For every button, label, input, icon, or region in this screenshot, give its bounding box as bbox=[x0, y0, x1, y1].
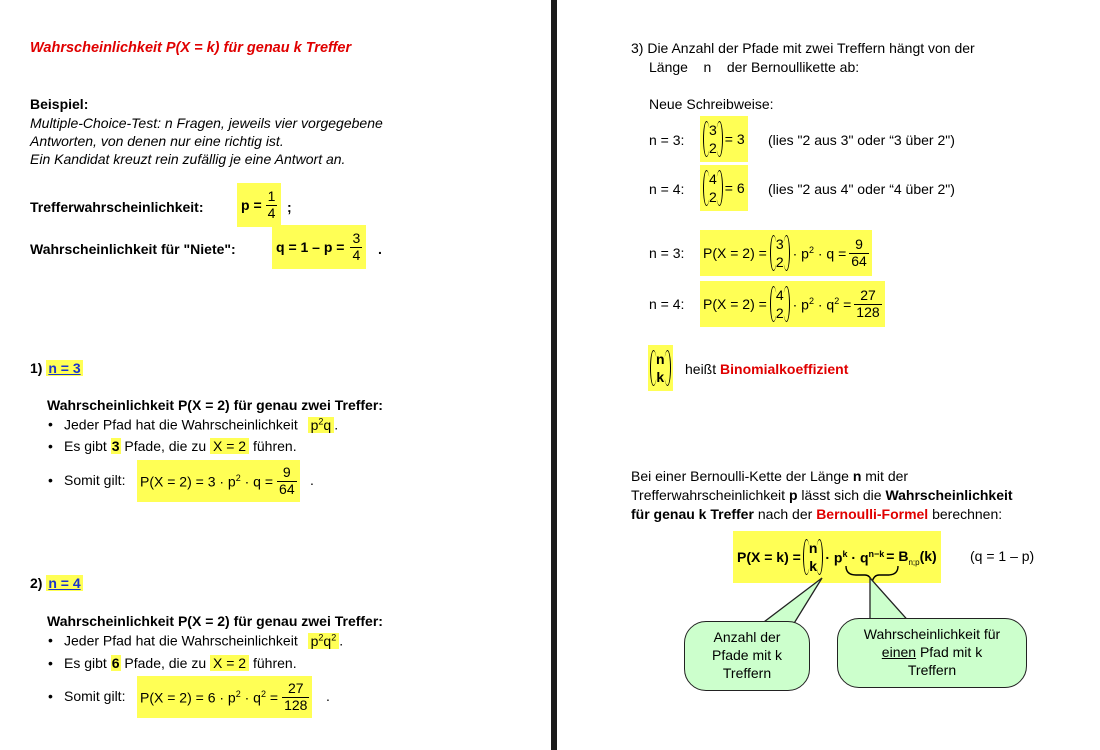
section-1-result: • Somit gilt: bbox=[48, 472, 126, 488]
page-title: Wahrscheinlichkeit P(X = k) für genau k Treffer bbox=[30, 40, 352, 56]
section-2-bullets bbox=[46, 632, 343, 677]
section-2-heading: 2) n = 4 bbox=[30, 575, 81, 591]
example-line-2: Antworten, von denen nur eine richtig ist. bbox=[30, 133, 284, 149]
formula-n3: P(X = 2) = 3 2 · $p^2 \cdot q$ = $\frac{9}{64}$ bbox=[700, 230, 872, 276]
bernoulli-formula: P(X = k) = n k · $p^k \cdot q^{n-k}$ = $B_{n;p}(k)$ bbox=[733, 531, 941, 583]
list-item: • Jeder Pfad hat die Wahrscheinlichkeit $p^2q^2$ . bbox=[46, 632, 343, 655]
section-2-subheading: Wahrscheinlichkeit P(X = 2) für genau zwei Treffer: bbox=[47, 613, 383, 629]
section-1-subheading: Wahrscheinlichkeit P(X = 2) für genau zwei Treffer: bbox=[47, 397, 383, 413]
formula-n3-label: n = 3: bbox=[649, 245, 685, 261]
q-note: (q = 1 – p) bbox=[970, 548, 1035, 564]
bubble-1-pointer bbox=[760, 578, 822, 625]
section-1-formula: $P(X = 2) = 3 \cdot p^2 \cdot q$ = $\frac{9}{64}$ bbox=[137, 460, 300, 502]
section-1-dot: . bbox=[310, 472, 314, 488]
binom-row-2-note: (lies "2 aus 4" oder “4 über 2") bbox=[768, 181, 955, 197]
bernoulli-line-3: für genau k Treffer nach der Bernoulli-Formel berechnen: bbox=[631, 506, 1003, 522]
hit-probability-label: Trefferwahrscheinlichkeit: bbox=[30, 199, 204, 215]
example-line-1: Multiple-Choice-Test: n Fragen, jeweils vier vorgegebene bbox=[30, 115, 383, 131]
binom-row-2-label: n = 4: bbox=[649, 181, 685, 197]
q-dot: . bbox=[378, 241, 382, 257]
p-semicolon: ; bbox=[287, 199, 292, 215]
binom-row-1-note: (lies "2 aus 3" oder “3 über 2") bbox=[768, 132, 955, 148]
blank-probability-label: Wahrscheinlichkeit für "Niete": bbox=[30, 241, 236, 257]
n3-link[interactable]: n = 3 bbox=[48, 360, 81, 376]
q-formula: q = 1 – p = $\frac{3}{4}$ bbox=[272, 225, 366, 269]
section-3-line-1: 3) Die Anzahl der Pfade mit zwei Treffern hängt von der bbox=[631, 40, 975, 56]
binom-row-2: 4 2 = 6 bbox=[700, 165, 748, 211]
section-2-dot: . bbox=[326, 688, 330, 704]
section-2-formula: $P(X = 2) = 6 \cdot p^2 \cdot q^2$ = $\frac{27}{128}$ bbox=[137, 676, 312, 718]
section-3-line-2: Länge n der Bernoullikette ab: bbox=[649, 59, 860, 75]
example-label: Beispiel: bbox=[30, 96, 89, 112]
list-item: • Es gibt 6 Pfade, die zu X = 2 führen. bbox=[46, 655, 343, 677]
binomial-definition: heißt Binomialkoeffizient bbox=[685, 361, 849, 377]
formula-n4: P(X = 2) = 4 2 · $p^2 \cdot q^2$ = $\frac{27}{128}$ bbox=[700, 281, 885, 327]
bubble-path-probability: Wahrscheinlichkeit für einen Pfad mit k Treffern bbox=[837, 618, 1027, 688]
page-separator bbox=[551, 0, 557, 750]
section-1-bullets bbox=[46, 416, 338, 460]
list-item: • Es gibt 3 Pfade, die zu X = 2 führen. bbox=[46, 438, 338, 460]
formula-n4-label: n = 4: bbox=[649, 296, 685, 312]
bernoulli-line-1: Bei einer Bernoulli-Kette der Länge n mit der bbox=[631, 468, 909, 484]
list-item: • Jeder Pfad hat die Wahrscheinlichkeit $p^2q$ . bbox=[46, 416, 338, 438]
section-2-result: • Somit gilt: bbox=[48, 688, 126, 704]
example-line-3: Ein Kandidat kreuzt rein zufällig je eine Antwort an. bbox=[30, 151, 346, 167]
binom-row-1-label: n = 3: bbox=[649, 132, 685, 148]
new-notation-label: Neue Schreibweise: bbox=[649, 96, 774, 112]
binom-row-1: 3 2 = 3 bbox=[700, 116, 748, 162]
section-1-heading: 1) n = 3 bbox=[30, 360, 81, 376]
n4-link[interactable]: n = 4 bbox=[48, 575, 81, 591]
bernoulli-line-2: Trefferwahrscheinlichkeit p lässt sich die Wahrscheinlichkeit bbox=[631, 487, 1013, 503]
p-formula: p = $\frac{1}{4}$ bbox=[237, 183, 281, 227]
binomial-symbol: n k bbox=[648, 345, 673, 391]
bubble-path-count: Anzahl der Pfade mit k Treffern bbox=[684, 621, 810, 691]
